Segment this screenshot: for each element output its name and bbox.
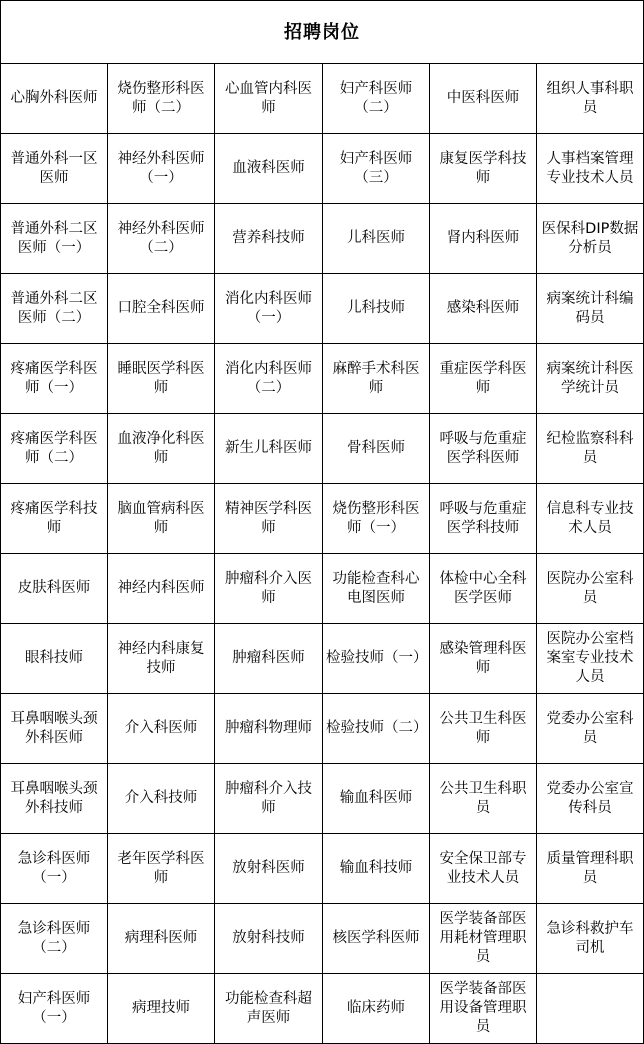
position-cell: 安全保卫部专业技术人员 <box>430 834 537 904</box>
position-cell: 核医学科医师 <box>323 904 430 974</box>
position-cell: 烧伤整形科医师（二） <box>108 64 215 134</box>
position-cell: 急诊科医师（一） <box>1 834 108 904</box>
position-cell: 麻醉手术科医师 <box>323 344 430 414</box>
position-cell: 口腔全科医师 <box>108 274 215 344</box>
position-cell: 神经外科医师（一） <box>108 134 215 204</box>
table-row <box>1 134 644 204</box>
table-row <box>1 904 644 974</box>
position-cell: 心血管内科医师 <box>215 64 323 134</box>
position-cell: 普通外科二区医师（二） <box>1 274 108 344</box>
position-cell: 骨科医师 <box>323 414 430 484</box>
position-cell: 血液净化科医师 <box>108 414 215 484</box>
table-body <box>1 64 644 1044</box>
position-cell: 感染科医师 <box>430 274 537 344</box>
position-cell: 党委办公室科员 <box>537 694 644 764</box>
position-cell: 感染管理科医师 <box>430 624 537 694</box>
position-cell: 病理技师 <box>108 974 215 1044</box>
position-cell: 血液科医师 <box>215 134 323 204</box>
position-cell: 皮肤科医师 <box>1 554 108 624</box>
position-cell: 病案统计科编码员 <box>537 274 644 344</box>
position-cell: 放射科技师 <box>215 904 323 974</box>
position-cell: 放射科医师 <box>215 834 323 904</box>
position-cell: 消化内科医师（二） <box>215 344 323 414</box>
position-cell: 组织人事科职员 <box>537 64 644 134</box>
position-cell: 急诊科救护车司机 <box>537 904 644 974</box>
position-cell: 输血科技师 <box>323 834 430 904</box>
position-cell: 消化内科医师（一） <box>215 274 323 344</box>
position-cell: 神经内科康复技师 <box>108 624 215 694</box>
position-cell: 普通外科一区医师 <box>1 134 108 204</box>
position-cell: 神经内科医师 <box>108 554 215 624</box>
position-cell: 普通外科二区医师（一） <box>1 204 108 274</box>
position-cell: 肿瘤科介入医师 <box>215 554 323 624</box>
position-cell: 纪检监察科科员 <box>537 414 644 484</box>
position-cell: 公共卫生科医师 <box>430 694 537 764</box>
position-cell: 肿瘤科医师 <box>215 624 323 694</box>
position-cell: 精神医学科医师 <box>215 484 323 554</box>
position-cell: 介入科医师 <box>108 694 215 764</box>
position-cell: 功能检查科心电图医师 <box>323 554 430 624</box>
table-row <box>1 344 644 414</box>
table-row <box>1 554 644 624</box>
position-cell: 介入科技师 <box>108 764 215 834</box>
position-cell: 中医科医师 <box>430 64 537 134</box>
position-cell: 心胸外科医师 <box>1 64 108 134</box>
position-cell: 检验技师（二） <box>323 694 430 764</box>
position-cell: 眼科技师 <box>1 624 108 694</box>
position-cell: 医学装备部医用设备管理职员 <box>430 974 537 1044</box>
position-cell: 营养科技师 <box>215 204 323 274</box>
position-cell: 病案统计科医学统计员 <box>537 344 644 414</box>
position-cell: 党委办公室宣传科员 <box>537 764 644 834</box>
position-cell: 呼吸与危重症医学科技师 <box>430 484 537 554</box>
table-row <box>1 414 644 484</box>
position-cell: 耳鼻咽喉头颈外科医师 <box>1 694 108 764</box>
position-cell: 疼痛医学科医师（二） <box>1 414 108 484</box>
table-row <box>1 204 644 274</box>
position-cell: 医保科DIP数据分析员 <box>537 204 644 274</box>
position-cell: 疼痛医学科技师 <box>1 484 108 554</box>
position-cell: 体检中心全科医学医师 <box>430 554 537 624</box>
position-cell: 脑血管病科医师 <box>108 484 215 554</box>
table-row <box>1 764 644 834</box>
position-cell: 急诊科医师（二） <box>1 904 108 974</box>
position-cell: 检验技师（一） <box>323 624 430 694</box>
position-cell: 儿科技师 <box>323 274 430 344</box>
position-cell: 新生儿科医师 <box>215 414 323 484</box>
position-cell: 神经外科医师（二） <box>108 204 215 274</box>
table-row <box>1 974 644 1044</box>
position-cell: 信息科专业技术人员 <box>537 484 644 554</box>
table-row <box>1 64 644 134</box>
position-cell: 重症医学科医师 <box>430 344 537 414</box>
table-title: 招聘岗位 <box>1 1 644 64</box>
table-row <box>1 274 644 344</box>
position-cell: 老年医学科医师 <box>108 834 215 904</box>
position-cell: 功能检查科超声医师 <box>215 974 323 1044</box>
position-cell: 妇产科医师（一） <box>1 974 108 1044</box>
position-cell: 烧伤整形科医师（一） <box>323 484 430 554</box>
position-cell: 临床药师 <box>323 974 430 1044</box>
position-cell: 医院办公室科员 <box>537 554 644 624</box>
table-row <box>1 694 644 764</box>
position-cell: 质量管理科职员 <box>537 834 644 904</box>
table-row <box>1 484 644 554</box>
position-cell: 妇产科医师（二） <box>323 64 430 134</box>
empty-cell <box>537 974 644 1044</box>
position-cell: 妇产科医师（三） <box>323 134 430 204</box>
position-cell: 耳鼻咽喉头颈外科技师 <box>1 764 108 834</box>
position-cell: 医学装备部医用耗材管理职员 <box>430 904 537 974</box>
position-cell: 康复医学科技师 <box>430 134 537 204</box>
position-cell: 儿科医师 <box>323 204 430 274</box>
position-cell: 肿瘤科介入技师 <box>215 764 323 834</box>
position-cell: 病理科医师 <box>108 904 215 974</box>
position-cell: 肾内科医师 <box>430 204 537 274</box>
position-cell: 睡眠医学科医师 <box>108 344 215 414</box>
position-cell: 肿瘤科物理师 <box>215 694 323 764</box>
position-cell: 医院办公室档案室专业技术人员 <box>537 624 644 694</box>
table-row <box>1 624 644 694</box>
table-row <box>1 834 644 904</box>
position-cell: 疼痛医学科医师（一） <box>1 344 108 414</box>
position-cell: 呼吸与危重症医学科医师 <box>430 414 537 484</box>
position-cell: 人事档案管理专业技术人员 <box>537 134 644 204</box>
position-cell: 输血科医师 <box>323 764 430 834</box>
position-cell: 公共卫生科职员 <box>430 764 537 834</box>
